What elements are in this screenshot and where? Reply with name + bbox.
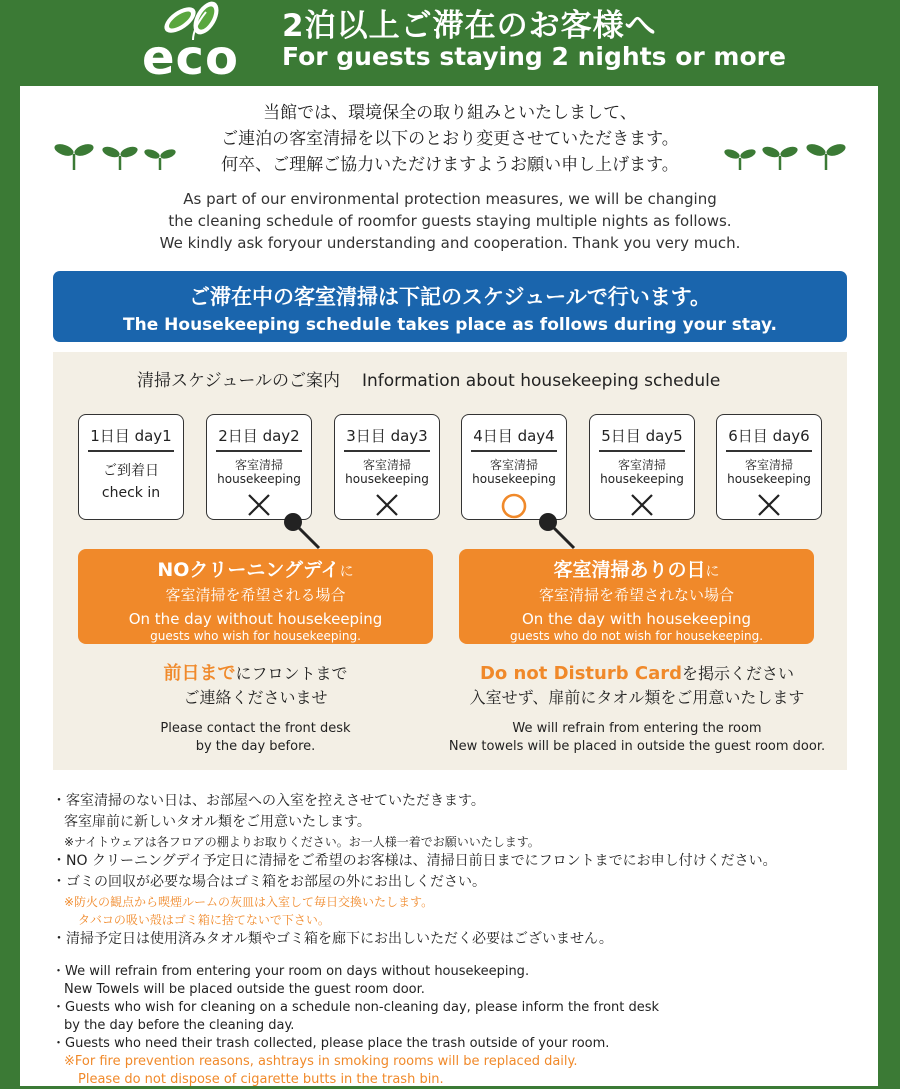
day-status: [79, 460, 183, 504]
day-label: 6日目 day6: [728, 427, 810, 445]
note-line: にフロントまで: [235, 664, 348, 683]
box-en: On the day without housekeeping: [128, 610, 383, 628]
note-item: 客室扉前に新しいタオル類をご用意いたします。: [64, 814, 371, 830]
page-title-en: For guests staying 2 nights or more: [282, 42, 786, 71]
note-item: ・ゴミの回収が必要な場合はゴミ箱をお部屋の外にお出しください。: [52, 874, 486, 890]
box-en-sub: guests who wish for housekeeping.: [150, 629, 361, 643]
cross-icon: [374, 492, 400, 518]
day-status-en: housekeeping: [472, 471, 556, 486]
circle-icon: [500, 492, 528, 520]
note-item: ・We will refrain from entering your room on days without housekeeping.: [52, 964, 530, 979]
pointer-left-icon: [279, 510, 327, 552]
day-status-en: check in: [101, 484, 161, 501]
schedule-title: [137, 366, 742, 391]
intro-jp-line: ご連泊の客室清掃を以下のとおり変更させていただきます。: [221, 129, 679, 149]
day-card: [589, 414, 695, 520]
note-warning: ※For fire prevention reasons, ashtrays in smoking rooms will be replaced daily.: [64, 1054, 578, 1069]
day-label: 5日目 day5: [601, 427, 683, 445]
cross-icon: [629, 492, 655, 518]
day-status-en: housekeeping: [727, 471, 811, 486]
intro-en-line: We kindly ask foryour understanding and cooperation. Thank you very much.: [159, 234, 741, 252]
day-status-jp: ご到着日: [103, 462, 159, 479]
day-label: 1日目 day1: [90, 427, 172, 445]
banner-jp: ご滞在中の客室清掃は下記のスケジュールで行います。: [188, 285, 712, 309]
day-label: 3日目 day3: [346, 427, 428, 445]
day-status-en: housekeeping: [345, 471, 429, 486]
day-status-jp: 客室清掃: [489, 457, 538, 472]
note-item: by the day before the cleaning day.: [64, 1018, 295, 1033]
box-en-sub: guests who do not wish for housekeeping.: [509, 629, 764, 643]
note-line: ご連絡くださいませ: [183, 688, 328, 707]
day-label: 4日目 day4: [473, 427, 555, 445]
day-card: [716, 414, 822, 520]
day-label: 2日目 day2: [218, 427, 300, 445]
left-note: [78, 662, 433, 756]
day-card: [334, 414, 440, 520]
note-line: 入室せず、扉前にタオル類をご用意いたします: [469, 688, 805, 707]
day-status-jp: 客室清掃: [362, 457, 411, 472]
day-card: [461, 414, 567, 520]
box-heading: 客室清掃ありの日: [553, 559, 706, 581]
banner-en: The Housekeeping schedule takes place as follows during your stay.: [123, 315, 777, 335]
day-status-jp: 客室清掃: [234, 457, 283, 472]
note-item: New Towels will be placed outside the guest room door.: [64, 982, 425, 997]
day-status-en: housekeeping: [600, 471, 684, 486]
box-heading-suffix: に: [339, 564, 354, 580]
note-en: We will refrain from entering the room: [512, 721, 762, 736]
note-item: ・NO クリーニングデイ予定日に清掃をご希望のお客様は、清掃日前日までにフロントまでにお申し付けください。: [52, 853, 777, 869]
day-card: [78, 414, 184, 520]
page-title-jp: 2泊以上ご滞在のお客様へ: [282, 8, 657, 44]
cleaning-day-box: [459, 549, 814, 644]
intro-japanese: [0, 100, 900, 178]
note-warning: Please do not dispose of cigarette butts in the trash bin.: [78, 1072, 444, 1087]
schedule-title-en: Information about housekeeping schedule: [361, 371, 721, 391]
note-item: ・Guests who wish for cleaning on a schedule non-cleaning day, please inform the front desk: [52, 1000, 660, 1015]
intro-jp-line: 何卒、ご理解ご協力いただけますようお願い申し上げます。: [221, 155, 679, 175]
intro-jp-line: 当館では、環境保全の取り組みといたしまして、: [263, 103, 637, 123]
intro-en-line: the cleaning schedule of roomfor guests staying multiple nights as follows.: [168, 212, 732, 230]
pointer-right-icon: [534, 510, 582, 552]
note-warning: ※防火の観点から喫煙ルームの灰皿は入室して毎日交換いたします。: [64, 895, 434, 909]
cross-icon: [756, 492, 782, 518]
cross-icon: [246, 492, 272, 518]
note-warning: タバコの吸い殻はゴミ箱に捨てないで下さい。: [78, 913, 330, 927]
day-status-jp: 客室清掃: [744, 457, 793, 472]
day-status-jp: 客室清掃: [617, 457, 666, 472]
note-item: ・Guests who need their trash collected, please place the trash outside of your room.: [52, 1036, 610, 1051]
note-small: ※ナイトウェアは各フロアの棚よりお取りください。お一人様一着でお願いいたします。: [64, 835, 540, 849]
schedule-panel: [53, 352, 847, 770]
no-cleaning-day-box: [78, 549, 433, 644]
schedule-title-jp: 清掃スケジュールのご案内: [137, 371, 340, 391]
schedule-banner: [53, 271, 847, 342]
eco-logo-text: eco: [142, 30, 239, 86]
intro-english: [0, 188, 900, 254]
note-highlight: 前日まで: [163, 663, 236, 684]
day-status-en: housekeeping: [217, 471, 301, 486]
box-heading: NOクリーニングデイ: [157, 559, 340, 581]
box-en: On the day with housekeeping: [522, 610, 751, 628]
intro-en-line: As part of our environmental protection measures, we will be changing: [183, 190, 717, 208]
note-highlight: Do not Disturb Card: [479, 663, 682, 684]
box-subheading: 客室清掃を希望されない場合: [538, 586, 734, 604]
header: [0, 0, 900, 86]
notes-japanese: [52, 791, 872, 950]
note-en: New towels will be placed in outside the guest room door.: [448, 739, 826, 754]
notes-english: [52, 963, 872, 1089]
day-card: [206, 414, 312, 520]
note-item: ・清掃予定日は使用済みタオル類やゴミ箱を廊下にお出しいただく必要はございません。: [52, 931, 613, 947]
note-line: を掲示ください: [682, 664, 795, 683]
right-note: [439, 662, 835, 756]
box-heading-suffix: に: [705, 564, 720, 580]
box-subheading: 客室清掃を希望される場合: [165, 586, 346, 604]
note-en: Please contact the front desk: [160, 721, 351, 736]
note-en: by the day before.: [195, 739, 316, 754]
note-item: ・客室清掃のない日は、お部屋への入室を控えさせていただきます。: [52, 793, 485, 809]
